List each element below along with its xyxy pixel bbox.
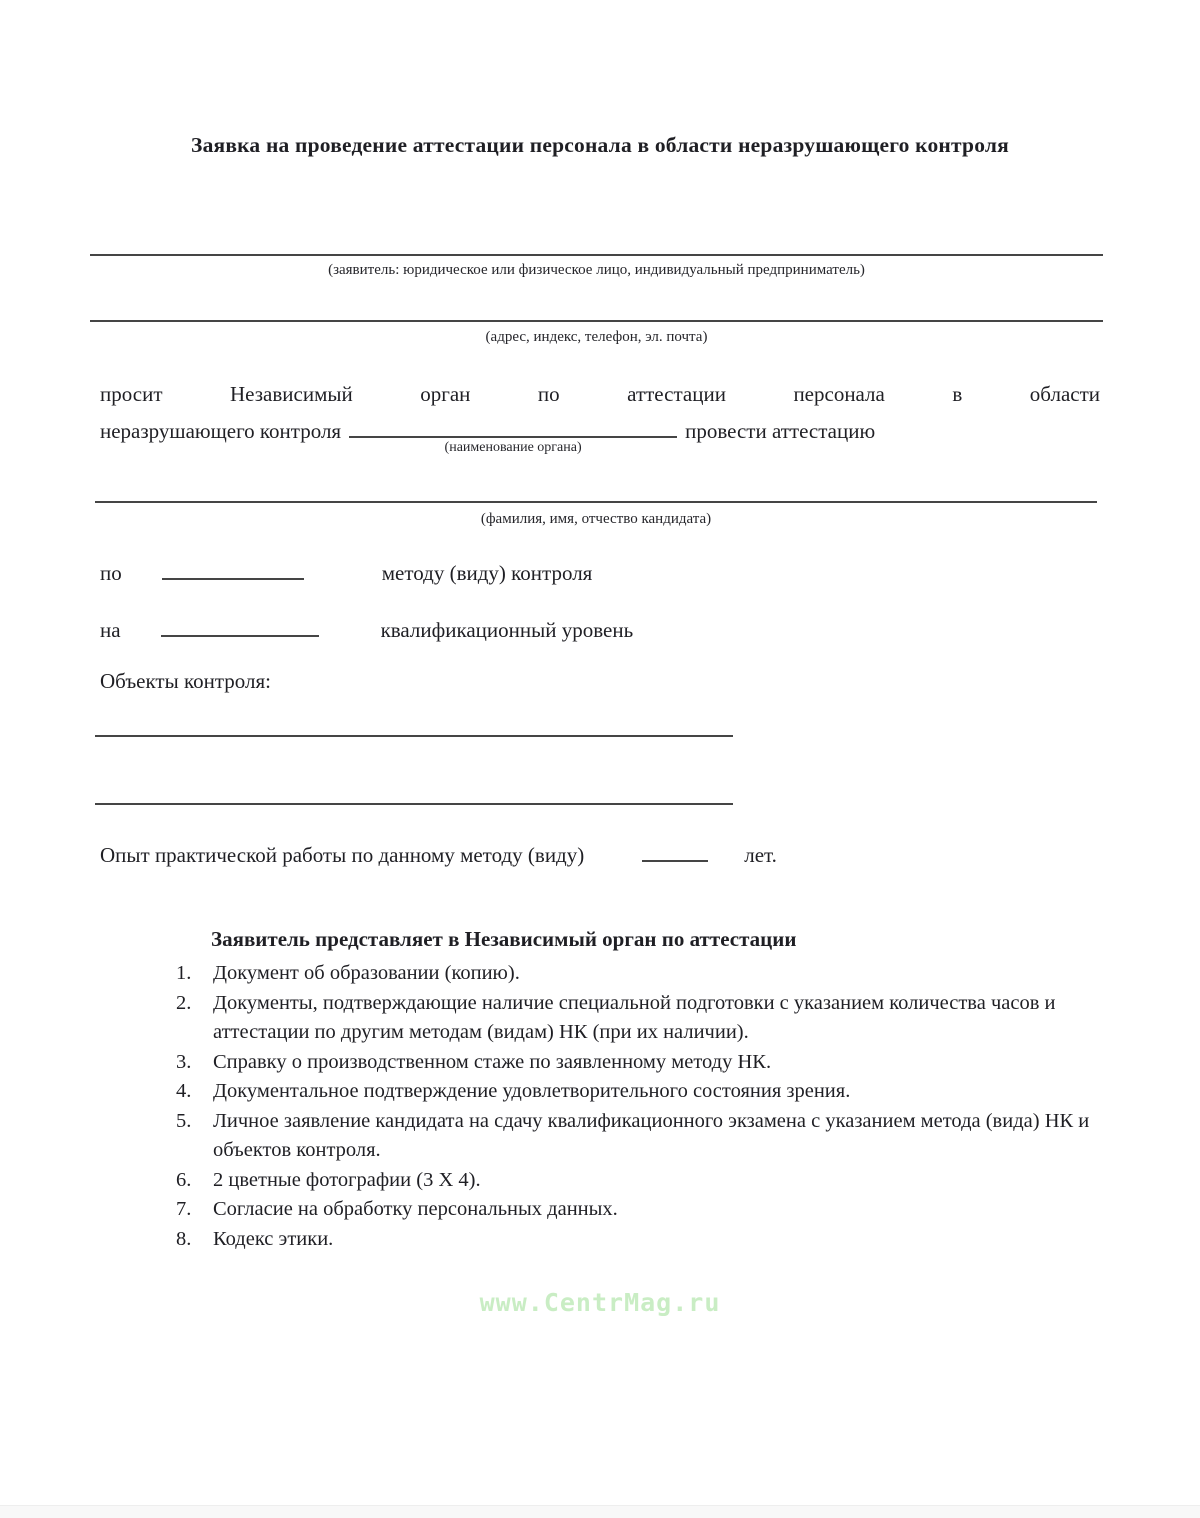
item-number: 1. [176, 962, 192, 984]
level-suffix: квалификационный уровень [380, 618, 634, 642]
item-text: Справку о производственном стаже по заявленному методу НК. [213, 1050, 772, 1073]
item-number: 8. [176, 1227, 192, 1250]
request-line2-prefix: неразрушающего контроля [100, 419, 342, 443]
item-number: 3. [176, 1050, 192, 1073]
list-item [176, 1077, 1091, 1107]
candidate-fill-line [95, 501, 1097, 503]
method-prefix: по [100, 561, 122, 585]
experience-suffix: лет. [744, 843, 777, 867]
item-text: 2 цветные фотографии (3 X 4). [213, 1168, 481, 1191]
experience-fill-line [642, 860, 708, 862]
item-number: 5. [176, 1109, 192, 1132]
item-text: Документы, подтверждающие наличие специальной подготовки с указанием количества часов и аттестации по другим методам (видам) НК (при их наличии). [213, 991, 1056, 1043]
level-prefix: на [100, 618, 121, 642]
objects-label: Объекты контроля: [100, 669, 271, 693]
applicant-fill-line [90, 254, 1103, 256]
level-fill-line [161, 635, 319, 637]
method-row [100, 561, 592, 586]
item-text: Документ об образовании (копию). [213, 962, 520, 984]
item-number: 2. [176, 991, 192, 1014]
request-line2-suffix: провести аттестацию [685, 419, 876, 443]
item-text: Согласие на обработку персональных данных. [213, 1198, 618, 1220]
applicant-caption: (заявитель: юридическое или физическое лицо, индивидуальный предприниматель) [328, 262, 865, 278]
item-text: Личное заявление кандидата на сдачу квалификационного экзамена с указанием метода (вида) НК и объектов контроля. [213, 1109, 1090, 1161]
organ-caption: (наименование органа) [444, 440, 582, 455]
objects-fill-line-2 [95, 803, 733, 805]
item-text: Кодекс этики. [213, 1227, 334, 1250]
experience-row [100, 843, 777, 868]
submission-list [176, 959, 1091, 1254]
request-paragraph-line1: просит Независимый орган по аттестации персонала в области [100, 382, 1100, 406]
watermark-text: www.CentrMag.ru [479, 1288, 721, 1317]
list-item [176, 1195, 1091, 1225]
level-row [100, 618, 633, 643]
list-item [176, 1225, 1091, 1255]
list-item [176, 1166, 1091, 1196]
item-number: 4. [176, 1080, 192, 1102]
submission-heading: Заявитель представляет в Независимый орган по аттестации [211, 927, 797, 951]
candidate-caption: (фамилия, имя, отчество кандидата) [480, 511, 712, 527]
method-suffix: методу (виду) контроля [381, 561, 593, 585]
organ-fill-line [349, 436, 677, 455]
list-item [176, 1107, 1091, 1166]
experience-label: Опыт практической работы по данному методу (виду) [100, 843, 585, 867]
address-caption: (адрес, индекс, телефон, эл. почта) [485, 329, 708, 345]
list-item [176, 1048, 1091, 1078]
item-text: Документальное подтверждение удовлетворительного состояния зрения. [213, 1080, 851, 1102]
objects-fill-line-1 [95, 735, 733, 737]
bottom-edge-strip [0, 1505, 1200, 1518]
address-fill-line [90, 320, 1103, 322]
list-item [176, 989, 1091, 1048]
item-number: 7. [176, 1198, 192, 1220]
list-item [176, 959, 1091, 989]
method-fill-line [162, 578, 304, 580]
request-paragraph-line2 [100, 419, 1100, 455]
item-number: 6. [176, 1168, 192, 1191]
document-title: Заявка на проведение аттестации персонала в области неразрушающего контроля [191, 133, 1009, 157]
